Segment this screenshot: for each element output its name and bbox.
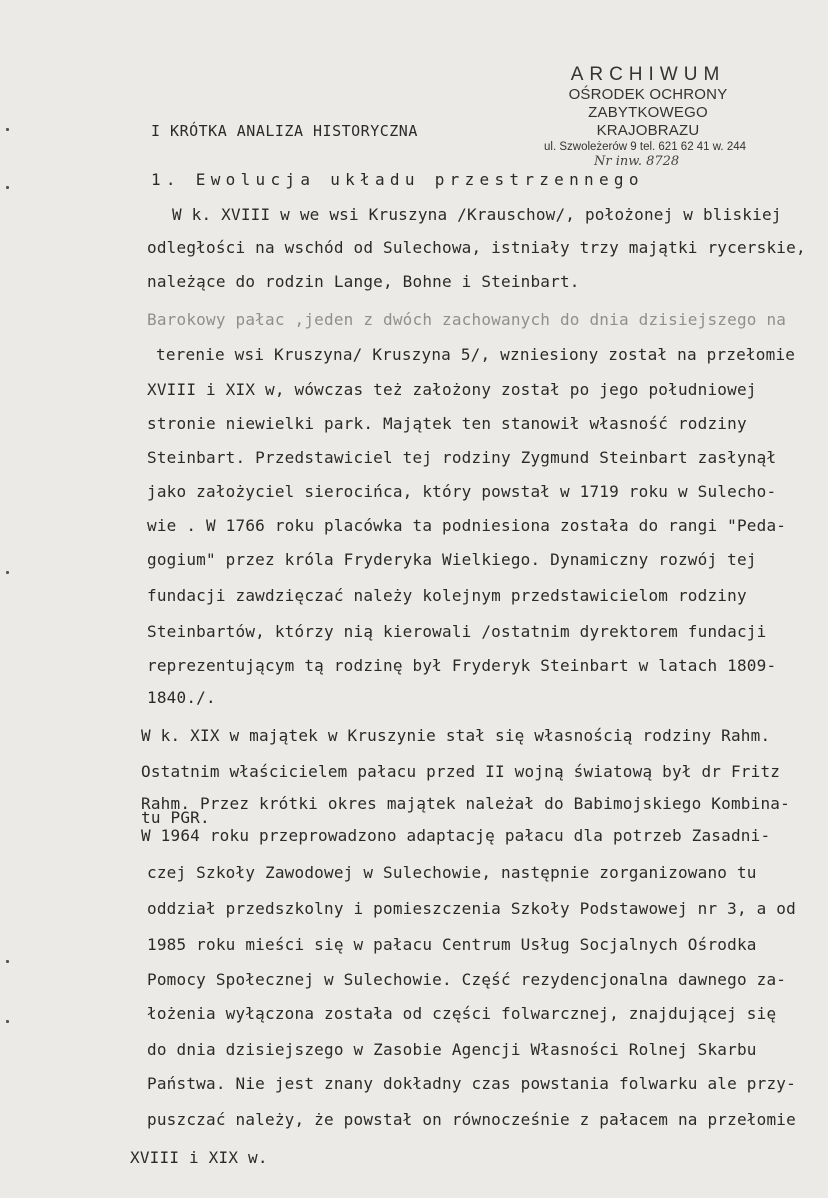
text-line: W 1964 roku przeprowadzono adaptację pałacu dla potrzeb Zasadni- xyxy=(141,826,771,845)
text-line: W k. XVIII w we wsi Kruszyna /Krauschow/, położonej w bliskiej xyxy=(172,205,782,224)
stamp-line-address: ul. Szwoleżerów 9 tel. 621 62 41 w. 244 xyxy=(544,141,747,153)
text-line: fundacji zawdzięczać należy kolejnym przedstawicielom rodziny xyxy=(147,586,747,605)
text-line: jako założyciel sierocińca, który powstał w 1719 roku w Sulecho- xyxy=(147,482,777,501)
text-line: Pomocy Społecznej w Sulechowie. Część rezydencjonalna dawnego za- xyxy=(147,970,787,989)
subsection-heading: 1. Ewolucja układu przestrzennego xyxy=(151,170,644,189)
text-line: reprezentującym tą rodzinę był Fryderyk Steinbart w latach 1809- xyxy=(147,656,777,675)
text-line: gogium" przez króla Fryderyka Wielkiego. Dynamiczny rozwój tej xyxy=(147,550,757,569)
text-line: tu PGR. xyxy=(141,808,210,827)
punch-mark xyxy=(6,571,9,574)
text-line: wie . W 1766 roku placówka ta podniesiona została do rangi "Peda- xyxy=(147,516,787,535)
stamp-line-archiwum: ARCHIWUM xyxy=(570,64,726,85)
text-line: Steinbart. Przedstawiciel tej rodziny Zygmund Steinbart zasłynął xyxy=(147,448,777,467)
stamp-inventory-number: Nr inw. 8728 xyxy=(594,154,680,169)
punch-mark xyxy=(6,186,9,189)
text-line: Ostatnim właścicielem pałacu przed II wojną światową był dr Fritz xyxy=(141,762,781,781)
text-line: czej Szkoły Zawodowej w Sulechowie, następnie zorganizowano tu xyxy=(147,863,757,882)
text-line: oddział przedszkolny i pomieszczenia Szkoły Podstawowej nr 3, a od xyxy=(147,899,796,918)
punch-mark xyxy=(6,128,9,131)
punch-mark xyxy=(6,960,9,963)
text-line: XVIII i XIX w, wówczas też założony został po jego południowej xyxy=(147,380,757,399)
text-line: W k. XIX w majątek w Kruszynie stał się własnością rodziny Rahm. xyxy=(141,726,771,745)
text-line: Rahm. Przez krótki okres majątek należał do Babimojskiego Kombina- xyxy=(141,794,790,813)
text-line: terenie wsi Kruszyna/ Kruszyna 5/, wzniesiony został na przełomie xyxy=(156,345,796,364)
text-line: Barokowy pałac ,jeden z dwóch zachowanych do dnia dzisiejszego na xyxy=(147,310,787,329)
punch-mark xyxy=(6,1020,9,1023)
stamp-line-zabytkowego: ZABYTKOWEGO KRAJOBRAZU xyxy=(588,104,708,139)
section-heading: I KRÓTKA ANALIZA HISTORYCZNA xyxy=(151,122,418,140)
text-line: należące do rodzin Lange, Bohne i Steinbart. xyxy=(147,272,580,291)
text-line: 1840./. xyxy=(147,688,216,707)
text-line: 1985 roku mieści się w pałacu Centrum Usług Socjalnych Ośrodka xyxy=(147,935,757,954)
text-line: XVIII i XIX w. xyxy=(130,1148,268,1167)
text-line: łożenia wyłączona została od części folwarcznej, znajdującej się xyxy=(147,1004,777,1023)
text-line: puszczać należy, że powstał on równocześnie z pałacem na przełomie xyxy=(147,1110,796,1129)
stamp-line-osrodek: OŚRODEK OCHRONY xyxy=(568,86,728,103)
text-line: Steinbartów, którzy nią kierowali /ostatnim dyrektorem fundacji xyxy=(147,622,767,641)
text-line: do dnia dzisiejszego w Zasobie Agencji Własności Rolnej Skarbu xyxy=(147,1040,757,1059)
text-line: Państwa. Nie jest znany dokładny czas powstania folwarku ale przy- xyxy=(147,1074,796,1093)
text-line: stronie niewielki park. Majątek ten stanowił własność rodziny xyxy=(147,414,747,433)
archive-stamp xyxy=(538,64,758,169)
text-line: odległości na wschód od Sulechowa, istniały trzy majątki rycerskie, xyxy=(147,238,806,257)
